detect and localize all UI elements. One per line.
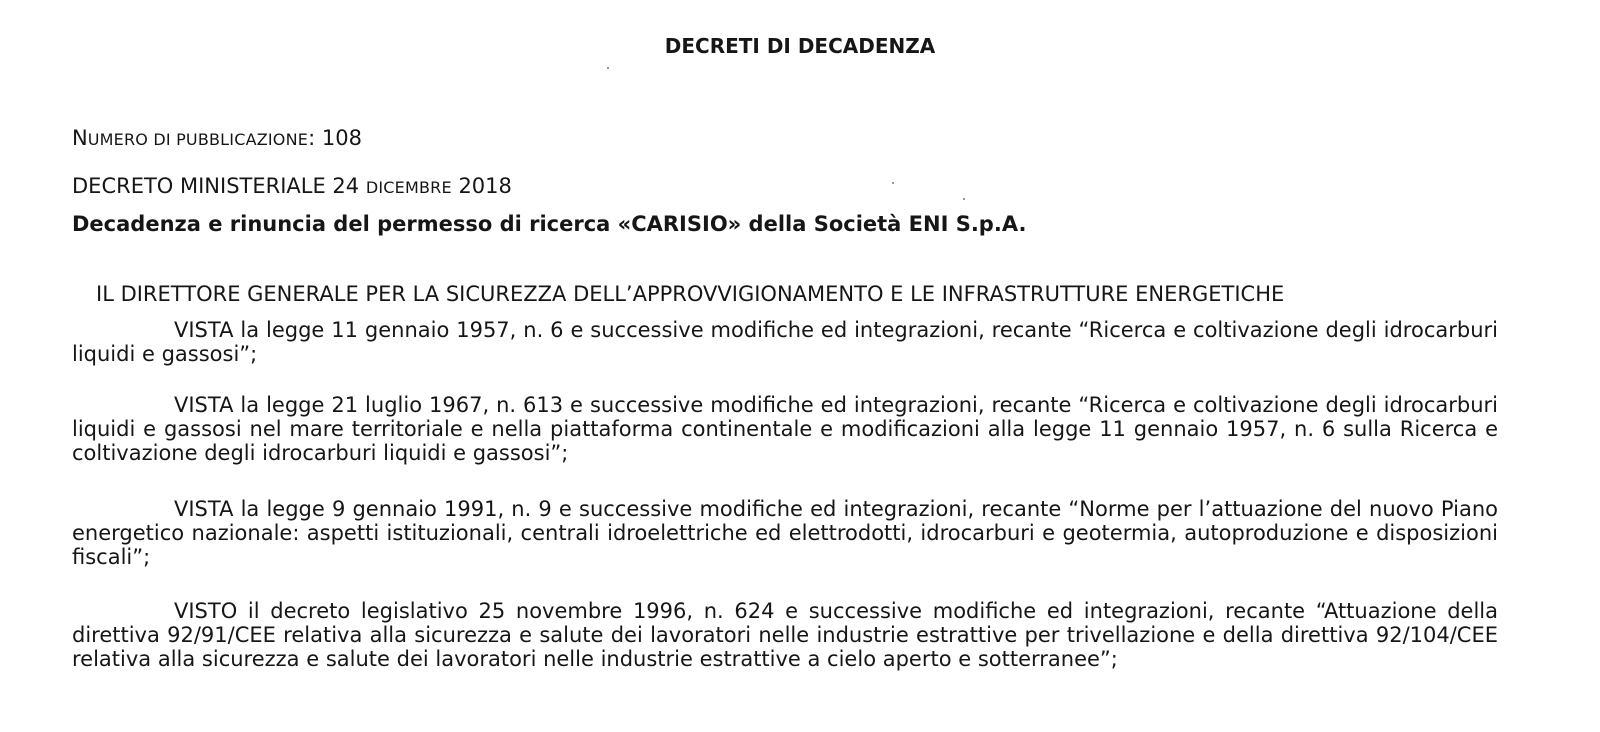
decree-type: DECRETO MINISTERIALE 24	[72, 174, 366, 198]
decree-month: DICEMBRE	[365, 178, 452, 197]
decree-year: 2018	[451, 174, 512, 198]
publication-value: : 108	[308, 126, 362, 150]
decree-subject: Decadenza e rinuncia del permesso di ricerca «CARISIO» della Società ENI S.p.A.	[72, 212, 1027, 236]
decree-date	[72, 174, 512, 200]
scan-speck	[607, 67, 609, 69]
scan-speck	[892, 182, 894, 184]
paragraph-2: VISTA la legge 21 luglio 1967, n. 613 e successive modifiche ed integrazioni, recante “Ricerca e coltivazione degli idrocarburi liquidi e gassosi nel mare territoriale e nella piattaforma continentale e modificazioni alla legge 11 gennaio 1957, n. 6 sulla Ricerca e coltivazione degli idrocarburi liquidi e gassosi”;	[72, 393, 1498, 465]
publication-label-initial: N	[72, 126, 88, 150]
paragraph-1: VISTA la legge 11 gennaio 1957, n. 6 e successive modifiche ed integrazioni, recante “Ricerca e coltivazione degli idrocarburi liquidi e gassosi”;	[72, 318, 1498, 366]
paragraph-3: VISTA la legge 9 gennaio 1991, n. 9 e successive modifiche ed integrazioni, recante “Norme per l’attuazione del nuovo Piano energetico nazionale: aspetti istituzionali, centrali idroelettriche ed elettrodotti, idrocarburi e geotermia, autoproduzione e disposizioni fiscali”;	[72, 497, 1498, 569]
document-title: DECRETI DI DECADENZA	[664, 34, 936, 58]
publication-number	[72, 126, 362, 152]
authority-heading: IL DIRETTORE GENERALE PER LA SICUREZZA DELL’APPROVVIGIONAMENTO E LE INFRASTRUTTURE ENERGETICHE	[96, 282, 1285, 306]
scan-speck	[963, 198, 965, 200]
publication-label-rest: UMERO DI PUBBLICAZIONE	[87, 130, 309, 149]
paragraph-4: VISTO il decreto legislativo 25 novembre 1996, n. 624 e successive modifiche ed integrazioni, recante “Attuazione della direttiva 92/91/CEE relativa alla sicurezza e salute dei lavoratori nelle industrie estrattive per trivellazione e della direttiva 92/104/CEE relativa alla sicurezza e salute dei lavoratori nelle industrie estrattive a cielo aperto e sotterranee”;	[72, 599, 1498, 671]
